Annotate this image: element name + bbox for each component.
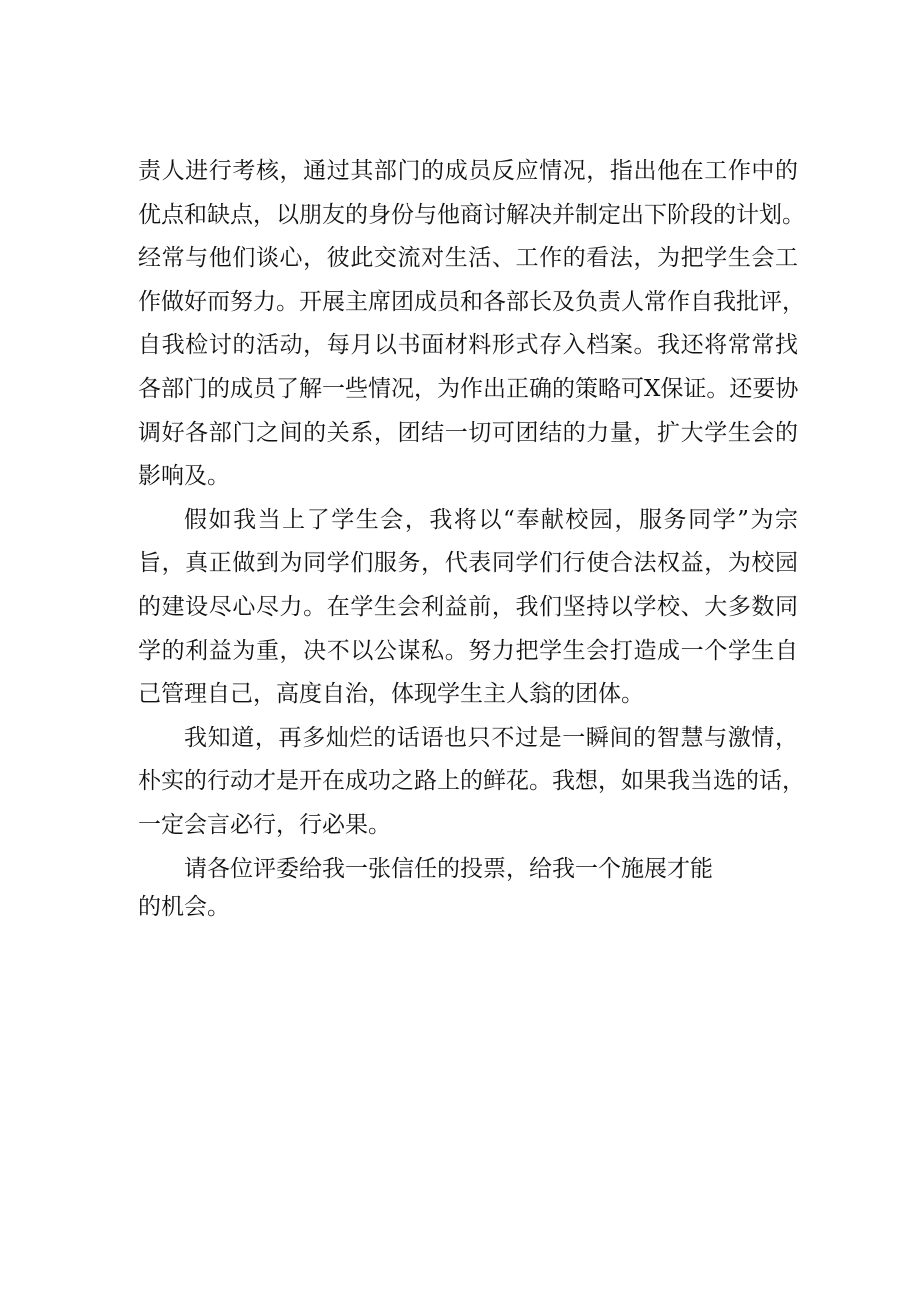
text-line: 责人进行考核，通过其部门的成员反应情况，指出他在工作中的	[138, 158, 798, 184]
text-line: 各部门的成员了解一些情况，为作出正确的策略可X保证。还要协	[138, 375, 799, 402]
text-line: 影响及。	[138, 463, 230, 490]
text-line: 朴实的行动才是开在成功之路上的鲜花。我想，如果我当选的话，	[138, 768, 805, 795]
text-line: 假如我当上了学生会，我将以“奉献校园，服务同学”为宗	[184, 506, 798, 533]
text-line: 优点和缺点，以朋友的身份与他商讨解决并制定出下阶段的计划。	[138, 201, 805, 228]
text-line: 请各位评委给我一张信任的投票，给我一个施展才能	[184, 855, 713, 882]
paragraph-1	[138, 150, 805, 499]
text-line: 调好各部门之间的关系，团结一切可团结的力量，扩大学生会的	[138, 419, 798, 446]
text-line: 己管理自己，高度自治，体现学生主人翁的团体。	[138, 681, 644, 708]
paragraph-2	[138, 499, 798, 717]
paragraph-3	[138, 717, 805, 848]
text-line: 作做好而努力。开展主席团成员和各部长及负责人常作自我批评，	[138, 288, 805, 315]
text-line: 我知道，再多灿烂的话语也只不过是一瞬间的智慧与激情，	[184, 724, 798, 751]
text-line: 的建设尽心尽力。在学生会利益前，我们坚持以学校、大多数同	[138, 593, 798, 620]
text-line: 旨，真正做到为同学们服务，代表同学们行使合法权益，为校园	[138, 550, 798, 577]
text-line: 的机会。	[138, 894, 230, 921]
text-line: 经常与他们谈心，彼此交流对生活、工作的看法，为把学生会工	[138, 245, 798, 272]
speech-body	[138, 150, 805, 923]
paragraph-4	[138, 848, 798, 924]
text-line: 学的利益为重，决不以公谋私。努力把学生会打造成一个学生自	[138, 637, 798, 664]
text-line: 自我检讨的活动，每月以书面材料形式存入档案。我还将常常找	[138, 332, 798, 359]
text-line: 一定会言必行，行必果。	[138, 811, 391, 838]
